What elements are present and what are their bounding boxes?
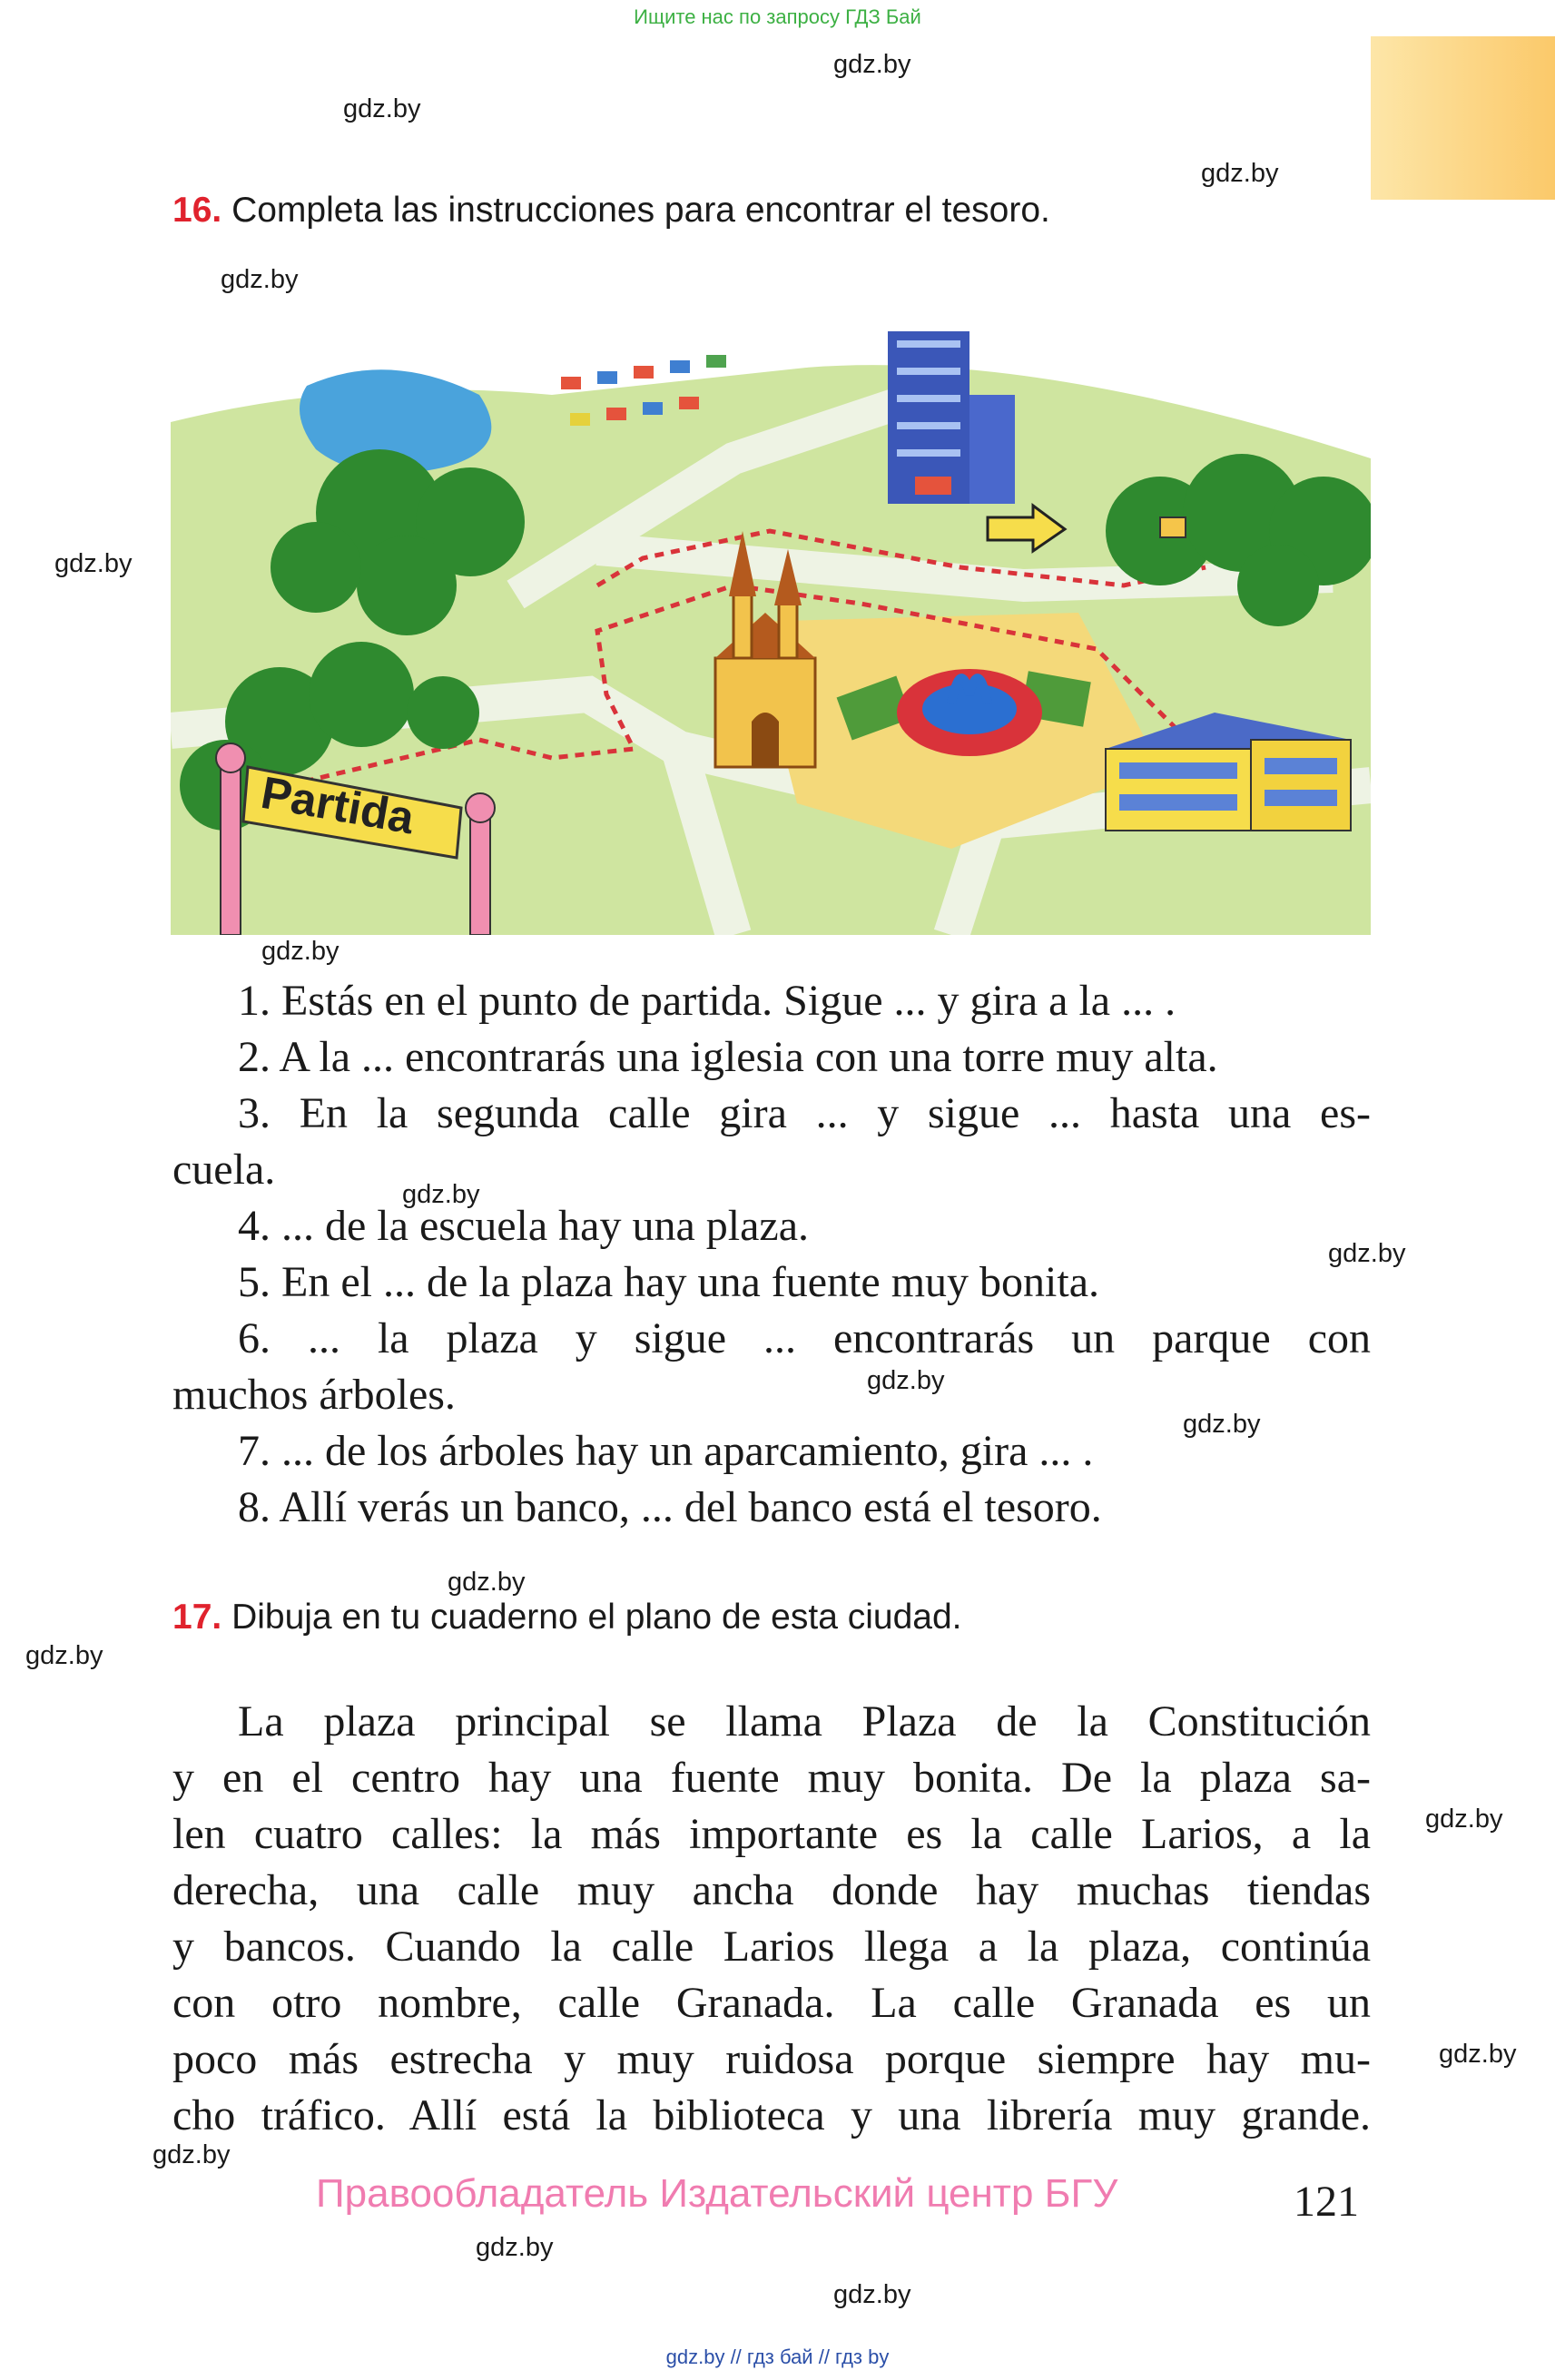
watermark: gdz.by bbox=[833, 2280, 911, 2309]
watermark: gdz.by bbox=[402, 1180, 480, 1209]
top-banner[interactable]: Ищите нас по запросу ГДЗ Бай bbox=[634, 5, 921, 28]
paragraph-line: con otro nombre, calle Granada. La calle Granada es un bbox=[172, 1979, 1371, 2027]
exercise-number: 17. bbox=[172, 1598, 222, 1637]
paragraph-line: poco más estrecha y muy ruidosa porque siempre hay mu- bbox=[172, 2035, 1371, 2083]
watermark: gdz.by bbox=[1183, 1410, 1261, 1439]
watermark: gdz.by bbox=[476, 2233, 554, 2262]
exercise-instruction: Dibuja en tu cuaderno el plano de esta ciudad. bbox=[231, 1598, 962, 1637]
watermark: gdz.by bbox=[54, 549, 133, 578]
watermark: gdz.by bbox=[1439, 2040, 1517, 2069]
watermark: gdz.by bbox=[867, 1366, 945, 1395]
paragraph-line: La plaza principal se llama Plaza de la Constitución bbox=[238, 1697, 1371, 1746]
small-house bbox=[1160, 517, 1186, 537]
paragraph-line: y bancos. Cuando la calle Larios llega a la plaza, continúa bbox=[172, 1923, 1371, 1971]
exercise-instruction: Completa las instrucciones para encontrar el tesoro. bbox=[231, 191, 1050, 230]
partida-label: Partida bbox=[257, 766, 418, 844]
watermark: gdz.by bbox=[153, 2140, 231, 2169]
exercise-16-title bbox=[172, 191, 1050, 231]
list-item: 8. Allí verás un banco, ... del banco está el tesoro. bbox=[238, 1483, 1102, 1531]
list-item: 1. Estás en el punto de partida. Sigue ... y gira a la ... . bbox=[238, 977, 1176, 1025]
list-item: 4. ... de la escuela hay una plaza. bbox=[238, 1202, 810, 1250]
footer-links[interactable]: gdz.by // гдз бай // гдз by bbox=[665, 2346, 890, 2368]
exercise-17-title bbox=[172, 1598, 961, 1637]
paragraph-line: derecha, una calle muy ancha donde hay muchas tiendas bbox=[172, 1866, 1371, 1914]
list-item: 3. En la segunda calle gira ... y sigue ... hasta una es- bbox=[238, 1089, 1371, 1137]
watermark: gdz.by bbox=[448, 1568, 526, 1597]
paragraph-line: len cuatro calles: la más importante es la calle Larios, a la bbox=[172, 1810, 1371, 1858]
watermark: gdz.by bbox=[261, 937, 340, 966]
watermark: gdz.by bbox=[221, 265, 299, 294]
page-number: 121 bbox=[1294, 2178, 1359, 2226]
exercise-number: 16. bbox=[172, 191, 222, 230]
copyright-notice: Правообладатель Издательский центр БГУ bbox=[316, 2171, 1118, 2216]
list-item: 5. En el ... de la plaza hay una fuente muy bonita. bbox=[238, 1258, 1100, 1306]
list-item-continuation: cuela. bbox=[172, 1146, 276, 1194]
watermark: gdz.by bbox=[833, 50, 911, 79]
paragraph-line: y en el centro hay una fuente muy bonita. De la plaza sa- bbox=[172, 1754, 1371, 1802]
watermark: gdz.by bbox=[1201, 159, 1279, 188]
paragraph-line: cho tráfico. Allí está la biblioteca y una librería muy grande. bbox=[172, 2091, 1371, 2139]
list-item: 6. ... la plaza y sigue ... encontrarás un parque con bbox=[238, 1314, 1371, 1362]
watermark: gdz.by bbox=[25, 1641, 103, 1670]
list-item-continuation: muchos árboles. bbox=[172, 1371, 456, 1419]
watermark: gdz.by bbox=[343, 94, 421, 123]
watermark: gdz.by bbox=[1328, 1239, 1406, 1268]
list-item: 7. ... de los árboles hay un aparcamiento, gira ... . bbox=[238, 1427, 1094, 1475]
treasure-map-illustration bbox=[171, 313, 1371, 935]
watermark: gdz.by bbox=[1425, 1805, 1503, 1834]
corner-tab bbox=[1371, 36, 1555, 200]
list-item: 2. A la ... encontrarás una iglesia con una torre muy alta. bbox=[238, 1033, 1218, 1081]
